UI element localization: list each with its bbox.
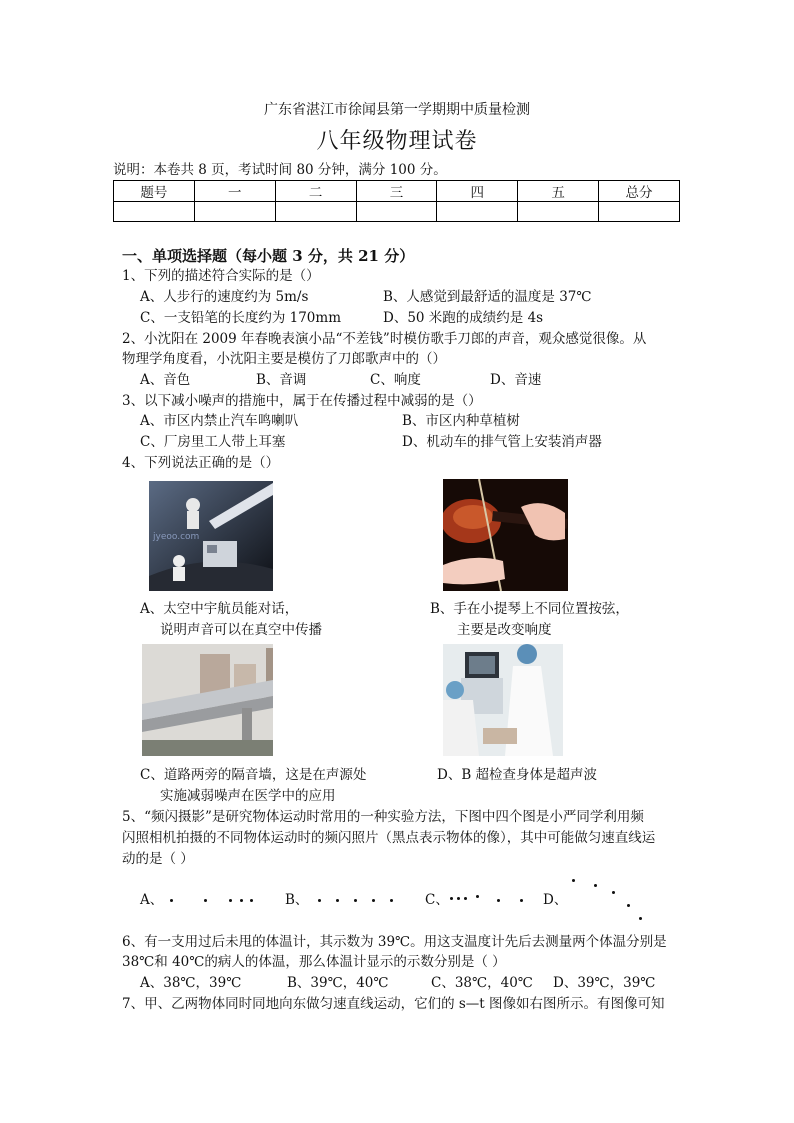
- score-header-cell: 二: [275, 181, 356, 202]
- strobe-dot: [627, 904, 630, 907]
- score-cell[interactable]: [194, 202, 275, 222]
- q2-stem-line1: 2、小沈阳在 2009 年春晚表演小品“不差钱”时模仿歌手刀郎的声音，观众感觉很像。从: [122, 331, 647, 347]
- q6-option-d: D、39℃，39℃: [553, 975, 656, 991]
- score-table-blank-row: [114, 202, 680, 222]
- strobe-dot: [520, 899, 523, 902]
- ultrasound-picture: [443, 644, 563, 756]
- score-cell[interactable]: [599, 202, 680, 222]
- q5-option-d: D、: [543, 892, 568, 908]
- astronaut-illustration: [149, 481, 273, 591]
- q1-stem: 1、下列的描述符合实际的是（）: [122, 268, 320, 284]
- strobe-dot: [476, 895, 479, 898]
- score-cell[interactable]: [356, 202, 437, 222]
- q7-stem-line1: 7、甲、乙两物体同时同地向东做匀速直线运动，它们的 s—t 图像如右图所示。有图像可知: [122, 996, 665, 1012]
- strobe-dot: [639, 917, 642, 920]
- strobe-dot: [457, 897, 460, 900]
- q5-option-c: C、: [425, 892, 449, 908]
- q1-option-d: D、50 米跑的成绩约是 4s: [383, 310, 544, 326]
- q1-option-c: C、一支铅笔的长度约为 170mm: [140, 310, 341, 326]
- astronaut-picture: [149, 481, 273, 591]
- picture-watermark: jyeoo.com: [153, 532, 200, 542]
- score-cell[interactable]: [114, 202, 195, 222]
- score-header-cell: 五: [518, 181, 599, 202]
- score-cell[interactable]: [437, 202, 518, 222]
- strobe-dot: [594, 884, 597, 887]
- strobe-dot: [318, 899, 321, 902]
- strobe-dot: [204, 899, 207, 902]
- strobe-dot: [229, 899, 232, 902]
- strobe-dot: [612, 891, 615, 894]
- violin-picture: [443, 479, 568, 591]
- score-table-header-row: [114, 181, 680, 202]
- score-cell[interactable]: [518, 202, 599, 222]
- strobe-dot: [372, 899, 375, 902]
- q6-option-c: C、38℃，40℃: [431, 975, 533, 991]
- q2-option-b: B、音调: [256, 372, 307, 388]
- q3-option-a: A、市区内禁止汽车鸣喇叭: [140, 413, 299, 429]
- q6-stem-line2: 38℃和 40℃的病人的体温，那么体温计显示的示数分别是（ ）: [122, 954, 506, 970]
- q4-option-b-line1: B、手在小提琴上不同位置按弦，: [430, 601, 629, 617]
- q4-option-a-line1: A、太空中宇航员能对话，: [140, 601, 299, 617]
- sound-barrier-illustration: [142, 644, 273, 756]
- score-cell[interactable]: [275, 202, 356, 222]
- q6-stem-line1: 6、有一支用过后未甩的体温计，其示数为 39℃。用这支温度计先后去测量两个体温分别是: [122, 934, 667, 950]
- q4-option-b-line2: 主要是改变响度: [457, 622, 552, 638]
- score-header-cell: 一: [194, 181, 275, 202]
- violin-illustration: [443, 479, 568, 591]
- q4-option-a-line2: 说明声音可以在真空中传播: [160, 622, 322, 638]
- q3-stem: 3、以下减小噪声的措施中，属于在传播过程中减弱的是（）: [122, 393, 482, 409]
- q2-option-d: D、音速: [490, 372, 542, 388]
- exam-title: 八年级物理试卷: [316, 129, 478, 154]
- strobe-dot: [250, 899, 253, 902]
- strobe-dot: [497, 899, 500, 902]
- q2-stem-line2: 物理学角度看，小沈阳主要是模仿了刀郎歌声中的（）: [122, 351, 446, 367]
- q5-option-b: B、: [285, 892, 309, 908]
- strobe-dot: [336, 899, 339, 902]
- q2-option-c: C、响度: [370, 372, 421, 388]
- q2-option-a: A、音色: [140, 372, 191, 388]
- strobe-dot: [450, 897, 453, 900]
- exam-note: 说明：本卷共 8 页，考试时间 80 分钟，满分 100 分。: [113, 162, 447, 178]
- q5-option-a: A、: [140, 892, 164, 908]
- section-heading: 一、单项选择题（每小题 3 分，共 21 分）: [122, 247, 415, 265]
- q3-option-c: C、厂房里工人带上耳塞: [140, 434, 286, 450]
- ultrasound-illustration: [443, 644, 563, 756]
- strobe-dot: [390, 899, 393, 902]
- q1-option-a: A、人步行的速度约为 5m/s: [140, 289, 309, 305]
- strobe-dot: [354, 899, 357, 902]
- score-header-cell: 题号: [114, 181, 195, 202]
- q5-stem-line2: 闪照相机拍摄的不同物体运动时的频闪照片（黑点表示物体的像），其中可能做匀速直线运: [122, 830, 656, 846]
- score-table: [113, 180, 680, 222]
- q4-option-c-line1: C、道路两旁的隔音墙，这是在声源处: [140, 767, 367, 783]
- q3-option-d: D、机动车的排气管上安装消声器: [402, 434, 602, 450]
- q3-option-b: B、市区内种草植树: [402, 413, 520, 429]
- score-header-cell: 四: [437, 181, 518, 202]
- score-header-cell: 总分: [599, 181, 680, 202]
- q5-stem-line1: 5、“频闪摄影”是研究物体运动时常用的一种实验方法，下图中四个图是小严同学利用频: [122, 809, 644, 825]
- q4-option-d-line1: D、B 超检查身体是超声波: [437, 767, 598, 783]
- q4-option-c-line2: 实施减弱噪声在医学中的应用: [160, 788, 336, 804]
- q1-option-b: B、人感觉到最舒适的温度是 37℃: [383, 289, 592, 305]
- strobe-dot: [572, 879, 575, 882]
- sound-barrier-picture: [142, 644, 273, 756]
- q6-option-b: B、39℃，40℃: [287, 975, 389, 991]
- q6-option-a: A、38℃，39℃: [140, 975, 242, 991]
- strobe-dot: [240, 899, 243, 902]
- score-header-cell: 三: [356, 181, 437, 202]
- strobe-dot: [464, 897, 467, 900]
- strobe-dot: [170, 899, 173, 902]
- exam-subtitle: 广东省湛江市徐闻县第一学期期中质量检测: [264, 102, 530, 118]
- q5-stem-line3: 动的是（ ）: [122, 851, 194, 867]
- q4-stem: 4、下列说法正确的是（）: [122, 455, 280, 471]
